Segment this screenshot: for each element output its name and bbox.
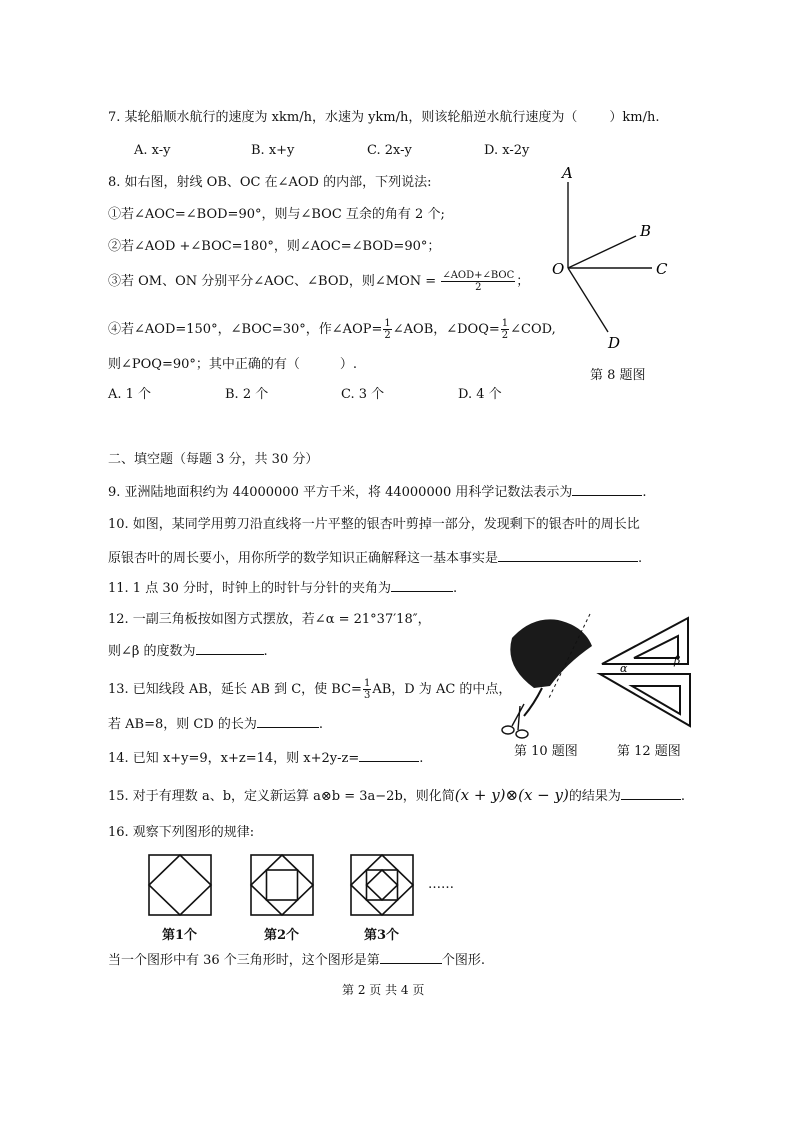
q7-option-d: D. x-2y bbox=[484, 143, 530, 158]
q8-statement-5: 则∠POQ=90°；其中正确的有（ ）. bbox=[108, 357, 358, 372]
innermost-diamond bbox=[367, 870, 398, 900]
label-d: D bbox=[608, 334, 621, 352]
alpha-label: α bbox=[620, 662, 628, 675]
label-o: O bbox=[552, 260, 565, 278]
outer-square bbox=[149, 855, 211, 915]
label-b: B bbox=[640, 222, 652, 240]
q8-statement-4: ④若∠AOD=150°，∠BOC=30°，作∠AOP= $\frac{1}{2}$ ∠AOB，∠DOQ= $\frac{1}{2}$ ∠COD, bbox=[108, 318, 556, 341]
q12-answer-blank[interactable] bbox=[196, 653, 264, 655]
q8-stem: 8. 如右图，射线 OB、OC 在∠AOD 的内部，下列说法: bbox=[108, 175, 432, 190]
q10-ginkgo-leaf-figure bbox=[494, 608, 604, 742]
q10-answer-blank[interactable] bbox=[498, 560, 638, 562]
inner-diamond bbox=[351, 855, 413, 915]
q14-text: 14. 已知 x+y=9，x+z=14，则 x+2y-z= . bbox=[108, 751, 424, 766]
outer-square bbox=[251, 855, 313, 915]
scissors-icon bbox=[502, 704, 528, 738]
q11-text: 11. 1 点 30 分时，时钟上的时针与分针的夹角为 . bbox=[108, 581, 458, 596]
ray-ob bbox=[568, 236, 636, 268]
q8-statement-3: ③若 OM、ON 分别平分∠AOC、∠BOD，则∠MON = $\frac{\text{∠AOD+∠BOC}}{2}$ ； bbox=[108, 270, 530, 293]
ray-od bbox=[568, 268, 608, 332]
q8-fraction-half-2: $\frac{1}{2}$ bbox=[501, 318, 509, 341]
q8-option-a: A. 1 个 bbox=[108, 387, 152, 402]
q13-line-2: 若 AB=8，则 CD 的长为 . bbox=[108, 717, 324, 732]
q8-option-c: C. 3 个 bbox=[341, 387, 385, 402]
q13-fraction: $\frac{1}{3}$ bbox=[363, 678, 371, 701]
q15-expression: (x + y)⊗(x − y) bbox=[454, 786, 569, 804]
inner-square bbox=[367, 870, 398, 900]
q7-option-a: A. x-y bbox=[134, 143, 171, 158]
q9-text: 9. 亚洲陆地面积约为 44000000 平方千米，将 44000000 用科学记数法表示为 . bbox=[108, 485, 647, 500]
inner-diamond bbox=[149, 855, 211, 915]
q13-line-1: 13. 已知线段 AB，延长 AB 到 C，使 BC= $\frac{1}{3}$ AB，D 为 AC 的中点， bbox=[108, 678, 512, 701]
q8-fraction-half-1: $\frac{1}{2}$ bbox=[384, 318, 391, 341]
ginkgo-leaf bbox=[510, 619, 592, 688]
q8-option-d: D. 4 个 bbox=[458, 387, 502, 402]
q8-figure-caption: 第 8 题图 bbox=[590, 368, 646, 383]
q9-answer-blank[interactable] bbox=[572, 494, 642, 496]
q8-statement-2: ②若∠AOD +∠BOC=180°，则∠AOC=∠BOD=90°； bbox=[108, 239, 441, 254]
q16-answer-line: 当一个图形中有 36 个三角形时，这个图形是第 个图形. bbox=[108, 953, 485, 968]
q15-text: 15. 对于有理数 a、b，定义新运算 a⊗b = 3a−2b，则化简(x + y)⊗(x − y)的结果为 . bbox=[108, 786, 685, 804]
q16-pattern-figure-2 bbox=[250, 854, 314, 916]
q11-answer-blank[interactable] bbox=[391, 590, 453, 592]
q7-stem: 7. 某轮船顺水航行的速度为 xkm/h，水速为 ykm/h，则该轮船逆水航行速度为（ ）km/h. bbox=[108, 110, 660, 125]
q8-option-b: B. 2 个 bbox=[225, 387, 269, 402]
inner-diamond bbox=[251, 855, 313, 915]
q10-figure-caption: 第 10 题图 bbox=[514, 744, 578, 759]
q12-triangle-rulers-figure bbox=[596, 614, 700, 740]
q10-line-2: 原银杏叶的周长要小，用你所学的数学知识正确解释这一基本事实是 . bbox=[108, 551, 643, 566]
bottom-set-square bbox=[600, 674, 690, 726]
q14-answer-blank[interactable] bbox=[359, 760, 419, 762]
section-2-heading: 二、填空题（每题 3 分，共 30 分） bbox=[108, 452, 319, 467]
q12-figure-caption: 第 12 题图 bbox=[617, 744, 681, 759]
q16-caption-1: 第1个 bbox=[162, 928, 198, 943]
label-a: A bbox=[562, 164, 573, 182]
q16-pattern-figure-1 bbox=[148, 854, 212, 916]
q16-ellipsis: …… bbox=[428, 877, 454, 892]
q12-line-2: 则∠β 的度数为 . bbox=[108, 644, 268, 659]
beta-label: β bbox=[674, 654, 681, 667]
label-c: C bbox=[656, 260, 668, 278]
q16-answer-blank[interactable] bbox=[380, 962, 442, 964]
q8-angle-figure bbox=[540, 160, 700, 360]
q12-line-1: 12. 一副三角板按如图方式摆放，若∠α = 21°37′18″， bbox=[108, 612, 431, 627]
q8-statement-1: ①若∠AOC=∠BOD=90°，则与∠BOC 互余的角有 2 个; bbox=[108, 207, 445, 222]
q8-fraction-mon: $\frac{\text{∠AOD+∠BOC}}{2}$ bbox=[442, 270, 515, 293]
outer-square bbox=[351, 855, 413, 915]
q15-answer-blank[interactable] bbox=[621, 798, 681, 800]
page-footer: 第 2 页 共 4 页 bbox=[342, 983, 425, 997]
q13-answer-blank[interactable] bbox=[257, 726, 319, 728]
q16-pattern-figure-3 bbox=[350, 854, 414, 916]
q16-caption-3: 第3个 bbox=[364, 928, 400, 943]
leaf-stem bbox=[524, 688, 542, 716]
q10-line-1: 10. 如图，某同学用剪刀沿直线将一片平整的银杏叶剪掉一部分，发现剩下的银杏叶的周长比 bbox=[108, 517, 640, 532]
q16-text: 16. 观察下列图形的规律: bbox=[108, 825, 255, 840]
q16-caption-2: 第2个 bbox=[264, 928, 300, 943]
q7-option-c: C. 2x-y bbox=[367, 143, 412, 158]
inner-square bbox=[267, 870, 298, 900]
q7-option-b: B. x+y bbox=[251, 143, 295, 158]
